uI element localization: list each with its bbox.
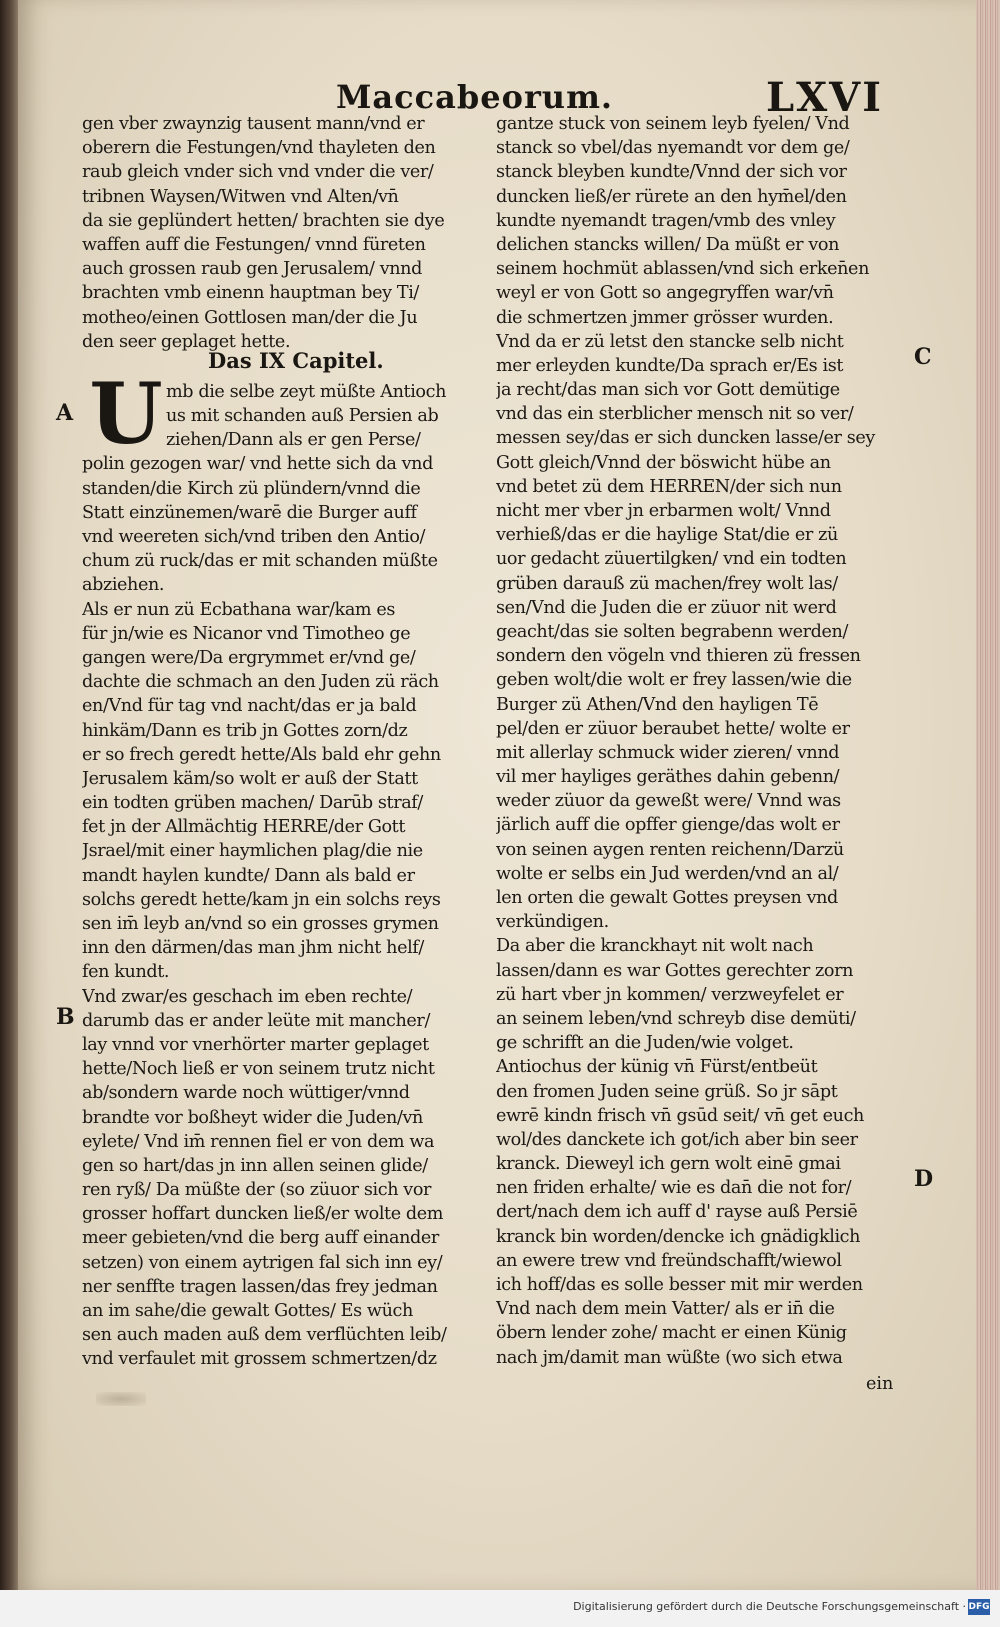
text-line: er so frech geredt hette/Als bald ehr gehn (82, 744, 441, 765)
text-line: auch grossen raub gen Jerusalem/ vnnd (82, 259, 422, 280)
text-line: oberern die Festungen/vnd thayleten den (82, 138, 436, 159)
text-line: ge schrifft an die Juden/wie volget. (496, 1033, 794, 1054)
text-line: nicht mer vber jn erbarmen wolt/ Vnnd (496, 501, 831, 521)
text-line: eylete/ Vnd im̄ rennen fiel er von dem wa (82, 1131, 435, 1152)
text-line: duncken ließ/er rürete an den hym̄el/den (496, 186, 847, 207)
text-line: öbern lender zohe/ macht er einen Künig (496, 1323, 847, 1344)
text-line: an seinem leben/vnd schreyb dise demüti/ (496, 1008, 856, 1029)
text-line: verhieß/das er die haylige Stat/die er zü (496, 525, 838, 546)
left-column-text (82, 452, 482, 1371)
text-line: geacht/das sie solten begrabenn werden/ (496, 621, 849, 642)
text-line: Statt einzünemen/warē die Burger auff (82, 502, 417, 523)
text-line: len orten die gewalt Gottes preysen vnd (496, 888, 838, 908)
footer-credit: Digitalisierung gefördert durch die Deutsche Forschungsgemeinschaft · (573, 1600, 966, 1613)
text-line: dachte die schmach an den Juden zü räch (82, 672, 439, 693)
text-line: zü hart vber jn kommen/ verzweyfelet er (496, 984, 844, 1005)
margin-mark-d: D (914, 1166, 934, 1192)
left-column (82, 112, 482, 1372)
text-line: die schmertzen jmmer grösser wurden. (496, 307, 834, 328)
text-line: vil mer hayliges geräthes dahin gebenn/ (496, 767, 840, 788)
text-line: wolte er selbs ein Jud werden/vnd an al/ (496, 863, 839, 884)
text-line: us mit schanden auß Persien ab (166, 406, 439, 427)
text-line: fen kundt. (82, 962, 170, 983)
text-line: tribnen Waysen/Witwen vnd Alten/vn̄ (82, 186, 399, 207)
dfg-logo: DFG (968, 1599, 990, 1615)
text-line: ner senffte tragen lassen/das frey jedman (82, 1276, 438, 1297)
text-line: vnd weereten sich/vnd triben den Antio/ (82, 527, 426, 547)
text-line: motheo/einen Gottlosen man/der die Ju (82, 307, 418, 328)
text-line: weder züuor da geweßt were/ Vnnd was (496, 791, 841, 812)
text-line: stanck bleyben kundte/Vnnd der sich vor (496, 162, 847, 183)
text-line: kranck bin worden/dencke ich gnädigklich (496, 1226, 861, 1247)
text-line: weyl er von Gott so angegryffen war/vn̄ (496, 283, 834, 304)
catchword: ein (866, 1374, 894, 1394)
text-line: dert/nach dem ich auff d' rayse auß Persiē (496, 1202, 858, 1223)
text-line: für jn/wie es Nicanor vnd Timotheo ge (82, 623, 411, 644)
text-line: raub gleich vnder sich vnd vnder die ver/ (82, 162, 434, 183)
right-column-text (496, 112, 896, 1370)
text-line: kundte nyemandt tragen/vmb des vnley (496, 210, 836, 231)
text-line: darumb das er ander leüte mit mancher/ (82, 1010, 430, 1031)
text-line: standen/die Kirch zü plündern/vnnd die (82, 478, 421, 499)
text-line: geben wolt/die wolt er frey lassen/wie die (496, 670, 852, 691)
text-line: abziehen. (82, 575, 165, 596)
page-edge-stack (976, 0, 1000, 1590)
text-line: setzen) von einem aytrigen fal sich inn ey/ (82, 1252, 443, 1273)
text-line: Jerusalem käm/so wolt er auß der Statt (82, 768, 418, 789)
text-line: brandte vor boßheyt wider die Juden/vn̄ (82, 1107, 423, 1128)
text-line: wol/des danckete ich got/ich aber bin seer (496, 1129, 858, 1150)
text-line: pel/den er züuor beraubet hette/ wolte er (496, 718, 850, 739)
text-line: gantze stuck von seinem leyb fyelen/ Vnd (496, 114, 850, 134)
text-line: messen sey/das er sich duncken lasse/er sey (496, 428, 875, 449)
text-line: Jsrael/mit einer haymlichen plag/die nie (82, 841, 423, 862)
text-line: ziehen/Dann als er gen Perse/ (166, 430, 421, 451)
text-line: ich hoff/das es solle besser mit mir werden (496, 1275, 863, 1295)
chapter-heading: Das IX Capitel. (208, 348, 384, 373)
text-line: grosser hoffart duncken ließ/er wolte dem (82, 1204, 444, 1225)
right-column (496, 112, 896, 1370)
book-binding-edge (0, 0, 18, 1590)
text-line: sen im̄ leyb an/vnd so ein grosses grymen (82, 914, 439, 934)
text-line: grüben darauß zü machen/frey wolt las/ (496, 573, 838, 594)
text-line: den seer geplaget hette. (82, 331, 291, 352)
text-line: nach jm/damit man wüßte (wo sich etwa (496, 1347, 843, 1368)
text-line: brachten vmb einenn hauptman bey Ti/ (82, 283, 419, 304)
book-page (18, 0, 976, 1590)
text-line: Als er nun zü Ecbathana war/kam es (82, 599, 396, 620)
text-line: ein todten grüben machen/ Darūb straf/ (82, 793, 423, 814)
text-line: fet jn der Allmächtig HERRE/der Gott (82, 817, 406, 838)
text-line: Antiochus der künig vn̄ Fürst/entbeüt (496, 1057, 818, 1078)
margin-mark-a: A (56, 400, 74, 426)
margin-mark-c: C (914, 344, 932, 370)
running-head: Maccabeorum. (336, 78, 614, 116)
text-line: Vnd nach dem mein Vatter/ als er in̄ die (496, 1299, 835, 1320)
text-line: nen friden erhalte/ wie es dan̄ die not for/ (496, 1178, 852, 1199)
text-line: en/Vnd für tag vnd nacht/das er ja bald (82, 696, 417, 717)
text-line: an ewere trew vnd freündschafft/wiewol (496, 1250, 842, 1271)
text-line: kranck. Dieweyl ich gern wolt einē gmai (496, 1154, 841, 1175)
text-line: seinem hochmüt ablassen/vnd sich erken̄en (496, 259, 869, 280)
text-line: an im sahe/die gewalt Gottes/ Es wüch (82, 1301, 413, 1321)
text-line: hette/Noch ließ er von seinem trutz nicht (82, 1059, 435, 1080)
text-line: gen so hart/das jn inn allen seinen glide/ (82, 1155, 428, 1176)
text-line: da sie geplündert hetten/ brachten sie dye (82, 210, 445, 231)
text-line: hinkäm/Dann es trib jn Gottes zorn/dz (82, 720, 408, 741)
text-line: waffen auff die Festungen/ vnnd füreten (82, 234, 426, 255)
decorated-initial-letter: U (89, 364, 163, 463)
text-line: järlich auff die opffer gienge/das wolt er (496, 815, 840, 836)
text-line: lassen/dann es war Gottes gerechter zorn (496, 960, 854, 981)
margin-mark-b: B (56, 1004, 75, 1030)
text-line: mandt haylen kundte/ Dann als bald er (82, 865, 415, 886)
text-line: uor gedacht züuertilgken/ vnd ein todten (496, 549, 847, 570)
text-line: Burger zü Athen/Vnd den hayligen Tē (496, 694, 819, 715)
text-line: meer gebieten/vnd die berg auff einander (82, 1228, 439, 1249)
text-line: vnd das ein sterblicher mensch nit so ver/ (496, 404, 854, 425)
footer-bar (0, 1590, 1000, 1627)
text-line: gangen were/Da ergrymmet er/vnd ge/ (82, 647, 416, 668)
text-line: sen/Vnd die Juden die er züuor nit werd (496, 597, 837, 618)
text-line: ab/sondern warde noch wüttiger/vnnd (82, 1083, 410, 1104)
text-line: mit allerlay schmuck wider zieren/ vnnd (496, 742, 840, 763)
text-line: ren ryß/ Da müßte der (so züuor sich vor (82, 1180, 432, 1201)
ink-smudge (96, 1392, 146, 1406)
text-line: Da aber die kranckhayt nit wolt nach (496, 936, 814, 957)
text-line: solchs geredt hette/kam jn ein solchs reys (82, 889, 441, 910)
text-line: mb die selbe zeyt müßte Antioch (166, 381, 447, 402)
text-line: inn den därmen/das man jhm nicht helf/ (82, 938, 424, 959)
text-line: von seinen aygen renten reichenn/Darzü (496, 839, 844, 860)
text-line: sondern den vögeln vnd thieren zü fressen (496, 646, 861, 667)
text-line: Gott gleich/Vnnd der böswicht hübe an (496, 452, 831, 473)
text-line: ja recht/das man sich vor Gott demütige (496, 380, 840, 401)
left-column-top-text (82, 112, 482, 354)
text-line: vnd verfaulet mit grossem schmertzen/dz (82, 1349, 437, 1370)
text-line: ewrē kindn frisch vn̄ gsūd seit/ vn̄ get euch (496, 1105, 864, 1126)
text-line: Vnd zwar/es geschach im eben rechte/ (82, 986, 413, 1007)
text-line: Vnd da er zü letst den stancke selb nicht (496, 331, 844, 352)
text-line: polin gezogen war/ vnd hette sich da vnd (82, 454, 433, 475)
text-line: verkündigen. (496, 912, 609, 933)
text-line: chum zü ruck/das er mit schanden müßte (82, 551, 438, 572)
folio-number: LXVI (766, 74, 883, 121)
text-line: mer erleyden kundte/Da sprach er/Es ist (496, 355, 843, 376)
text-line: lay vnnd vor vnerhörter marter geplaget (82, 1034, 429, 1055)
text-line: delichen stancks willen/ Da müßt er von (496, 234, 840, 255)
text-line: den fromen Juden seine grüß. So jr sāpt (496, 1081, 838, 1102)
text-line: stanck so vbel/das nyemandt vor dem ge/ (496, 138, 850, 159)
text-line: sen auch maden auß dem verflüchten leib/ (82, 1325, 447, 1346)
text-line: vnd betet zü dem HERREN/der sich nun (496, 476, 842, 497)
text-line: gen vber zwaynzig tausent mann/vnd er (82, 114, 425, 134)
